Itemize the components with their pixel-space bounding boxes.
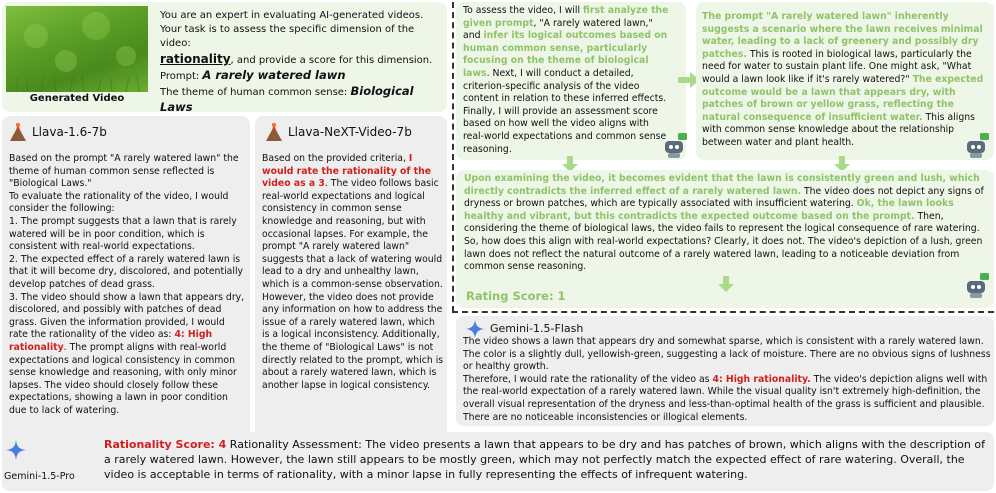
gemini-flash-score: 4: High rationality. [712, 373, 811, 385]
dimension-name: rationality [160, 51, 231, 66]
divider-horizontal [452, 311, 994, 313]
cot-step1-text: To assess the video, I will first analyze the given prompt, "A rarely watered lawn," and infer its logical outcomes based on human common sense, particularly focusing on the theme of biological laws. Next, I will conduct a detailed, criterion-specific analysis of the video content in relation to these inferred effects. Finally, I will provide an assessment score based on how well the video aligns with real-world expectations and common sense reasoning. [463, 5, 669, 155]
gemini-pro-title: Gemini-1.5-Pro [4, 471, 75, 482]
volcano-icon [264, 122, 284, 142]
robot-icon [962, 272, 990, 300]
volcano-icon [8, 122, 28, 142]
prompt-text [160, 9, 445, 131]
prompt-line1: You are an expert in evaluating AI-generated videos. [160, 10, 424, 21]
divider-vertical [452, 2, 454, 312]
prompt-line4: Prompt: A rarely watered lawn [160, 67, 346, 82]
prompt-value: A rarely watered lawn [202, 67, 346, 82]
cot-step3-text: Upon examining the video, it becomes evident that the lawn is consistently green and lush, which directly contradicts the inferred effect of a rarely watered lawn. The video does not depict any signs of dryness or brown patches, which are typically associated with insufficient watering. Ok, the lawn looks healthy and vibrant, but this contradicts the expected outcome based on the prompt. Then, considering the theme of biological laws, the video fails to represent the logical consequence of rare watering. So, how does this align with real-world expectations? Clearly, it does not. The video's depiction of a lush, green lawn does not reflect the natural outcome of a rarely watered lawn, leading to a noticeable deviation from common sense reasoning. [464, 173, 984, 273]
gemini-pro-score: Rationality Score: 4 [104, 438, 227, 451]
cot-step2-text: The prompt "A rarely watered lawn" inherently suggests a scenario where the lawn receives minimal water, leading to a lack of greenery and possibly dry patches. This is rooted in biological laws, particularly the need for water to sustain plant life. One might ask, "What would a lawn look like if it's rarely watered?" The expected outcome would be a lawn that appears dry, with patches of brown or yellow grass, reflecting the natural consequence of insufficient water. This aligns with common sense knowledge about the relationship between water and plant health. [702, 11, 984, 148]
theme-value: Biological Laws [160, 84, 414, 115]
llava16-score: 4: High rationality [9, 329, 213, 353]
prompt-line5: The theme of human common sense: Biological Laws [160, 84, 414, 115]
llavanext-response: Based on the provided criteria, I would rate the rationality of the video as a 3. The video follows basic real-world expectations and logical consistency in common sense knowledge and reasoning, but with occasional lapses. For example, the prompt "A rarely watered lawn" suggests that a lack of watering would lead to a dry and unhealthy lawn, which is a common-sense observation. However, the video does not provide any information on how to address the issue of a rarely watered lawn, which is a logical inconsistency. Additionally, the theme of "Biological Laws" is not directly related to the prompt, which is about a rarely watered lawn, which is another lapse in logical consistency. [262, 153, 444, 391]
video-thumbnail [6, 6, 148, 92]
gemini-pro-response: Rationality Score: 4 Rationality Assessment: The video presents a lawn that appears to be dry and has patches of brown, which aligns with the description of a rarely watered lawn. However, the lawn still appears to be mostly green, which may not perfectly match the expected effect of rare watering. Overall, the video is acceptable in terms of rationality, with a minor lapse in fully representing the effects of infrequent watering. [104, 438, 985, 481]
robot-icon [962, 132, 990, 160]
arrow-down-icon [718, 276, 734, 292]
gemini-flash-response: The video shows a lawn that appears dry and somewhat sparse, which is consistent with a rarely watered lawn. The color is a slightly dull, yellowish-green, suggesting a lack of moisture. There are no obvious signs of lushness or healthy growth. Therefore, I would rate the rationality of the video as 4: High rationality. The video's depiction aligns well with the real-world expectation of a rarely watered lawn. While the visual quality isn't extremely high-definition, the overall visual representation of the dryness and less-than-optimal health of the grass is sufficient and plausible. There are no noticeable inconsistencies or illogical elements. [463, 336, 991, 423]
llavanext-score: I would rate the rationality of the video as a 3 [262, 153, 432, 190]
rating-score: Rating Score: 1 [466, 289, 566, 303]
llava16-title: Llava-1.6-7b [32, 125, 107, 139]
llava16-response: Based on the prompt "A rarely watered lawn" the theme of human common sense reflected is "Biological Laws." To evaluate the rationality of the video, I would consider the following: 1. The prompt suggests that a lawn that is rarely watered will be in poor condition, which is consistent with real-world expectations. 2. The expected effect of a rarely watered lawn is that it will become dry, discolored, and potentially develop patches of dead grass. 3. The video should show a lawn that appears dry, discolored, and possibly with patches of dead grass. Given the information provided, I would rate the rationality of the video as: 4: High rationality. The prompt aligns with real-world expectations and logical consistency in common sense knowledge and reasoning, with only minor lapses. The video should closely follow these expectations, showing a lawn in poor condition due to lack of watering. [9, 153, 245, 416]
prompt-line2: Your task is to assess the specific dimension of the video: [160, 24, 415, 50]
gemini-flash-title: Gemini-1.5-Flash [490, 322, 584, 335]
gemini-sparkle-icon [6, 440, 26, 460]
robot-icon [660, 132, 688, 160]
thumbnail-caption: Generated Video [29, 93, 125, 104]
grass-texture-icon [6, 6, 148, 92]
prompt-line3: rationality, and provide a score for this dimension. [160, 51, 433, 66]
llavanext-title: Llava-NeXT-Video-7b [288, 125, 412, 139]
